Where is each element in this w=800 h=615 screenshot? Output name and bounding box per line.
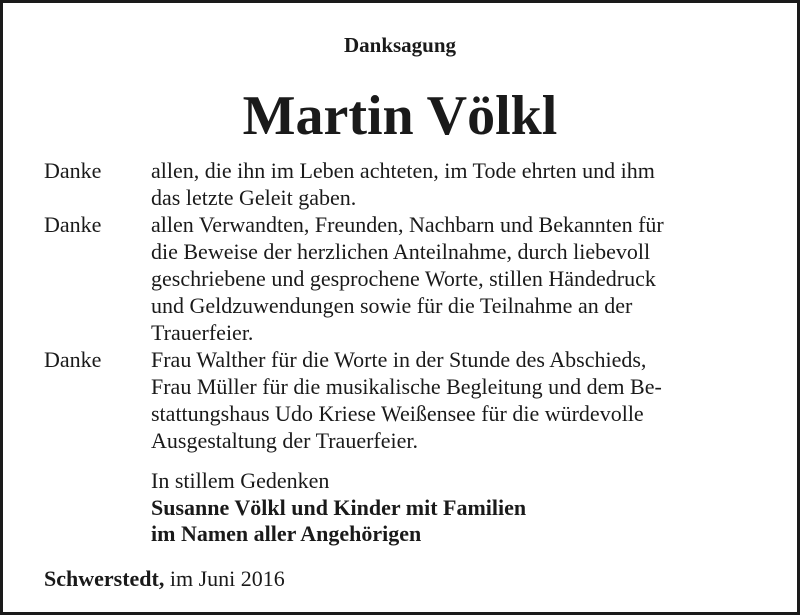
text-line: Ausgestaltung der Trauerfeier. xyxy=(151,428,418,453)
text-line: allen Verwandten, Freunden, Nachbarn und Bekannten für xyxy=(151,212,664,237)
deceased-name: Martin Völkl xyxy=(242,85,558,147)
thanks-text xyxy=(151,157,762,211)
thanks-text xyxy=(151,211,762,346)
text-line: Frau Walther für die Worte in der Stunde des Abschieds, xyxy=(151,347,647,372)
closing-intro: In stillem Gedenken xyxy=(151,468,330,493)
thanks-label: Danke xyxy=(44,347,102,372)
text-line: die Beweise der herzlichen Anteilnahme, durch liebevoll xyxy=(151,239,651,264)
notice-heading: Danksagung xyxy=(343,33,457,57)
text-line: Frau Müller für die musikalische Begleitung und dem Be- xyxy=(151,374,662,399)
closing-signers: Susanne Völkl und Kinder mit Familien xyxy=(151,494,527,520)
text-line: das letzte Geleit gaben. xyxy=(151,185,357,210)
text-line: stattungshaus Udo Kriese Weißensee für die würdevolle xyxy=(151,401,644,426)
closing-block xyxy=(151,468,526,548)
date: im Juni 2016 xyxy=(169,566,285,591)
closing-relatives: im Namen aller Angehörigen xyxy=(151,521,422,546)
place-date-line xyxy=(44,565,285,592)
text-line: Trauerfeier. xyxy=(151,320,254,345)
text-line: allen, die ihn im Leben achteten, im Tode ehrten und ihm xyxy=(151,158,655,183)
thanks-label: Danke xyxy=(44,158,102,183)
thanks-text xyxy=(151,346,762,454)
thanks-label: Danke xyxy=(44,212,102,237)
text-line: geschriebene und gesprochene Worte, stillen Händedruck xyxy=(151,266,656,291)
text-line: und Geldzuwendungen sowie für die Teilnahme an der xyxy=(151,293,633,318)
place: Schwerstedt, xyxy=(44,566,165,591)
